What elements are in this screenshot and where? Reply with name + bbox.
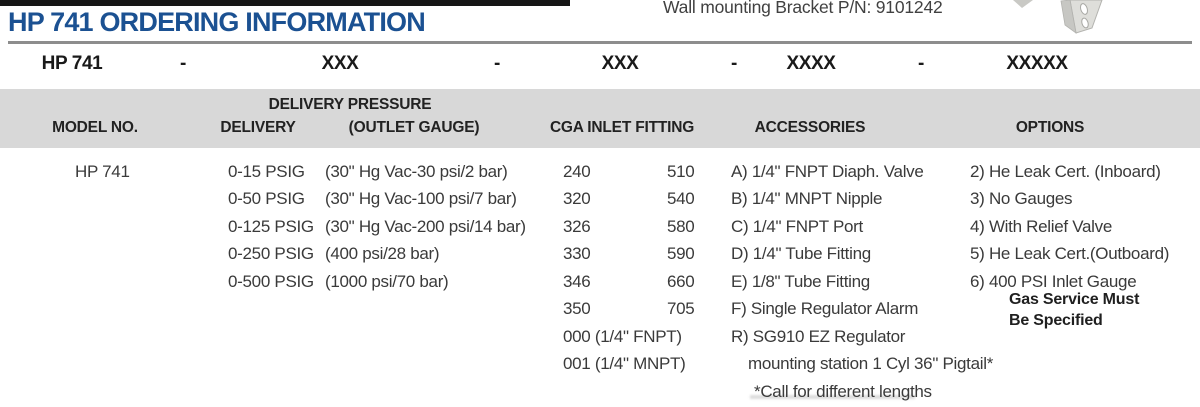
- outlet-gauge-spec: (1000 psi/70 bar): [325, 271, 449, 291]
- col-header-outlet-gauge: (OUTLET GAUGE): [348, 119, 480, 136]
- cga-code: 705: [667, 299, 695, 319]
- accessory-footnote: *Call for different lengths: [754, 381, 932, 401]
- code-segment-cga: XXX: [601, 53, 639, 74]
- wall-bracket-note: Wall mounting Bracket P/N: 9101242: [663, 0, 943, 17]
- table-header-band: [0, 89, 1200, 148]
- outlet-gauge-spec: (30" Hg Vac-30 psi/2 bar): [325, 162, 508, 181]
- code-separator: -: [918, 53, 924, 74]
- code-separator: -: [731, 53, 737, 74]
- accessory-item: F) Single Regulator Alarm: [731, 299, 919, 319]
- code-segment-options: XXXXX: [1006, 53, 1068, 74]
- accessory-item: C) 1/4" FNPT Port: [731, 216, 863, 236]
- column-outlet-gauge: [325, 158, 526, 295]
- gas-service-note: [1009, 289, 1139, 331]
- cga-code: 320: [563, 189, 591, 209]
- code-separator: -: [180, 53, 186, 74]
- col-header-accessories: ACCESSORIES: [754, 119, 866, 136]
- column-delivery: [228, 158, 314, 295]
- cga-code: 540: [667, 189, 695, 209]
- outlet-gauge-spec: (30" Hg Vac-100 psi/7 bar): [325, 189, 517, 209]
- gas-service-note-line: Be Specified: [1009, 312, 1103, 329]
- col-header-model: MODEL NO.: [52, 119, 138, 136]
- cga-code: 330: [563, 244, 591, 264]
- cga-code: 346: [563, 271, 591, 291]
- cga-code: 590: [667, 244, 695, 264]
- order-code-row: [0, 53, 1200, 77]
- accessory-item-continuation: mounting station 1 Cyl 36" Pigtail*: [748, 354, 994, 374]
- accessory-item: E) 1/8" Tube Fitting: [731, 271, 870, 291]
- page-title: HP 741 ORDERING INFORMATION: [8, 7, 425, 37]
- wall-mounting-bracket-icon: [1052, 0, 1114, 39]
- accessory-item: A) 1/4" FNPT Diaph. Valve: [731, 162, 924, 181]
- outlet-gauge-spec: (400 psi/28 bar): [325, 244, 440, 264]
- option-item: 3) No Gauges: [970, 189, 1073, 209]
- cropped-photo-fragment: [1013, 0, 1033, 8]
- title-divider: [8, 41, 1192, 44]
- cga-code: 660: [667, 271, 695, 291]
- accessory-item: B) 1/4" MNPT Nipple: [731, 189, 883, 209]
- gas-service-note-line: Gas Service Must: [1009, 291, 1140, 308]
- accessory-item: D) 1/4" Tube Fitting: [731, 244, 871, 264]
- cga-code: 001 (1/4" MNPT): [563, 354, 686, 374]
- code-separator: -: [494, 53, 500, 74]
- code-segment-model: HP 741: [41, 53, 103, 74]
- cropped-text-fragment: [750, 395, 915, 399]
- accessory-item: R) SG910 EZ Regulator: [731, 326, 906, 346]
- col-header-cga: CGA INLET FITTING: [549, 119, 695, 136]
- option-item: 6) 400 PSI Inlet Gauge: [970, 271, 1137, 291]
- delivery-range: 0-125 PSIG: [228, 216, 314, 236]
- cga-code: 580: [667, 216, 695, 236]
- cga-code: 240: [563, 162, 591, 181]
- model-number: HP 741: [75, 162, 130, 181]
- option-item: 4) With Relief Valve: [970, 216, 1113, 236]
- cga-code: 326: [563, 216, 591, 236]
- top-black-bar: [0, 0, 570, 6]
- delivery-range: 0-50 PSIG: [228, 189, 305, 209]
- outlet-gauge-spec: (30" Hg Vac-200 psi/14 bar): [325, 216, 526, 236]
- column-model: [75, 158, 130, 185]
- cga-code: 350: [563, 299, 591, 319]
- col-header-options: OPTIONS: [1015, 119, 1085, 136]
- column-accessories: [731, 158, 993, 405]
- cga-code: 000 (1/4" FNPT): [563, 326, 682, 346]
- cga-code: 510: [667, 162, 695, 181]
- option-item: 2) He Leak Cert. (Inboard): [970, 162, 1161, 181]
- delivery-range: 0-250 PSIG: [228, 244, 314, 264]
- column-cga-2: [667, 158, 694, 323]
- option-item: 5) He Leak Cert.(Outboard): [970, 244, 1170, 264]
- delivery-range: 0-15 PSIG: [228, 162, 305, 181]
- col-header-delivery: DELIVERY: [220, 119, 296, 136]
- code-segment-delivery: XXX: [321, 53, 359, 74]
- code-segment-accessories: XXXX: [786, 53, 836, 74]
- column-options: [970, 158, 1169, 295]
- delivery-range: 0-500 PSIG: [228, 271, 314, 291]
- group-header-delivery-pressure: DELIVERY PRESSURE: [268, 96, 432, 113]
